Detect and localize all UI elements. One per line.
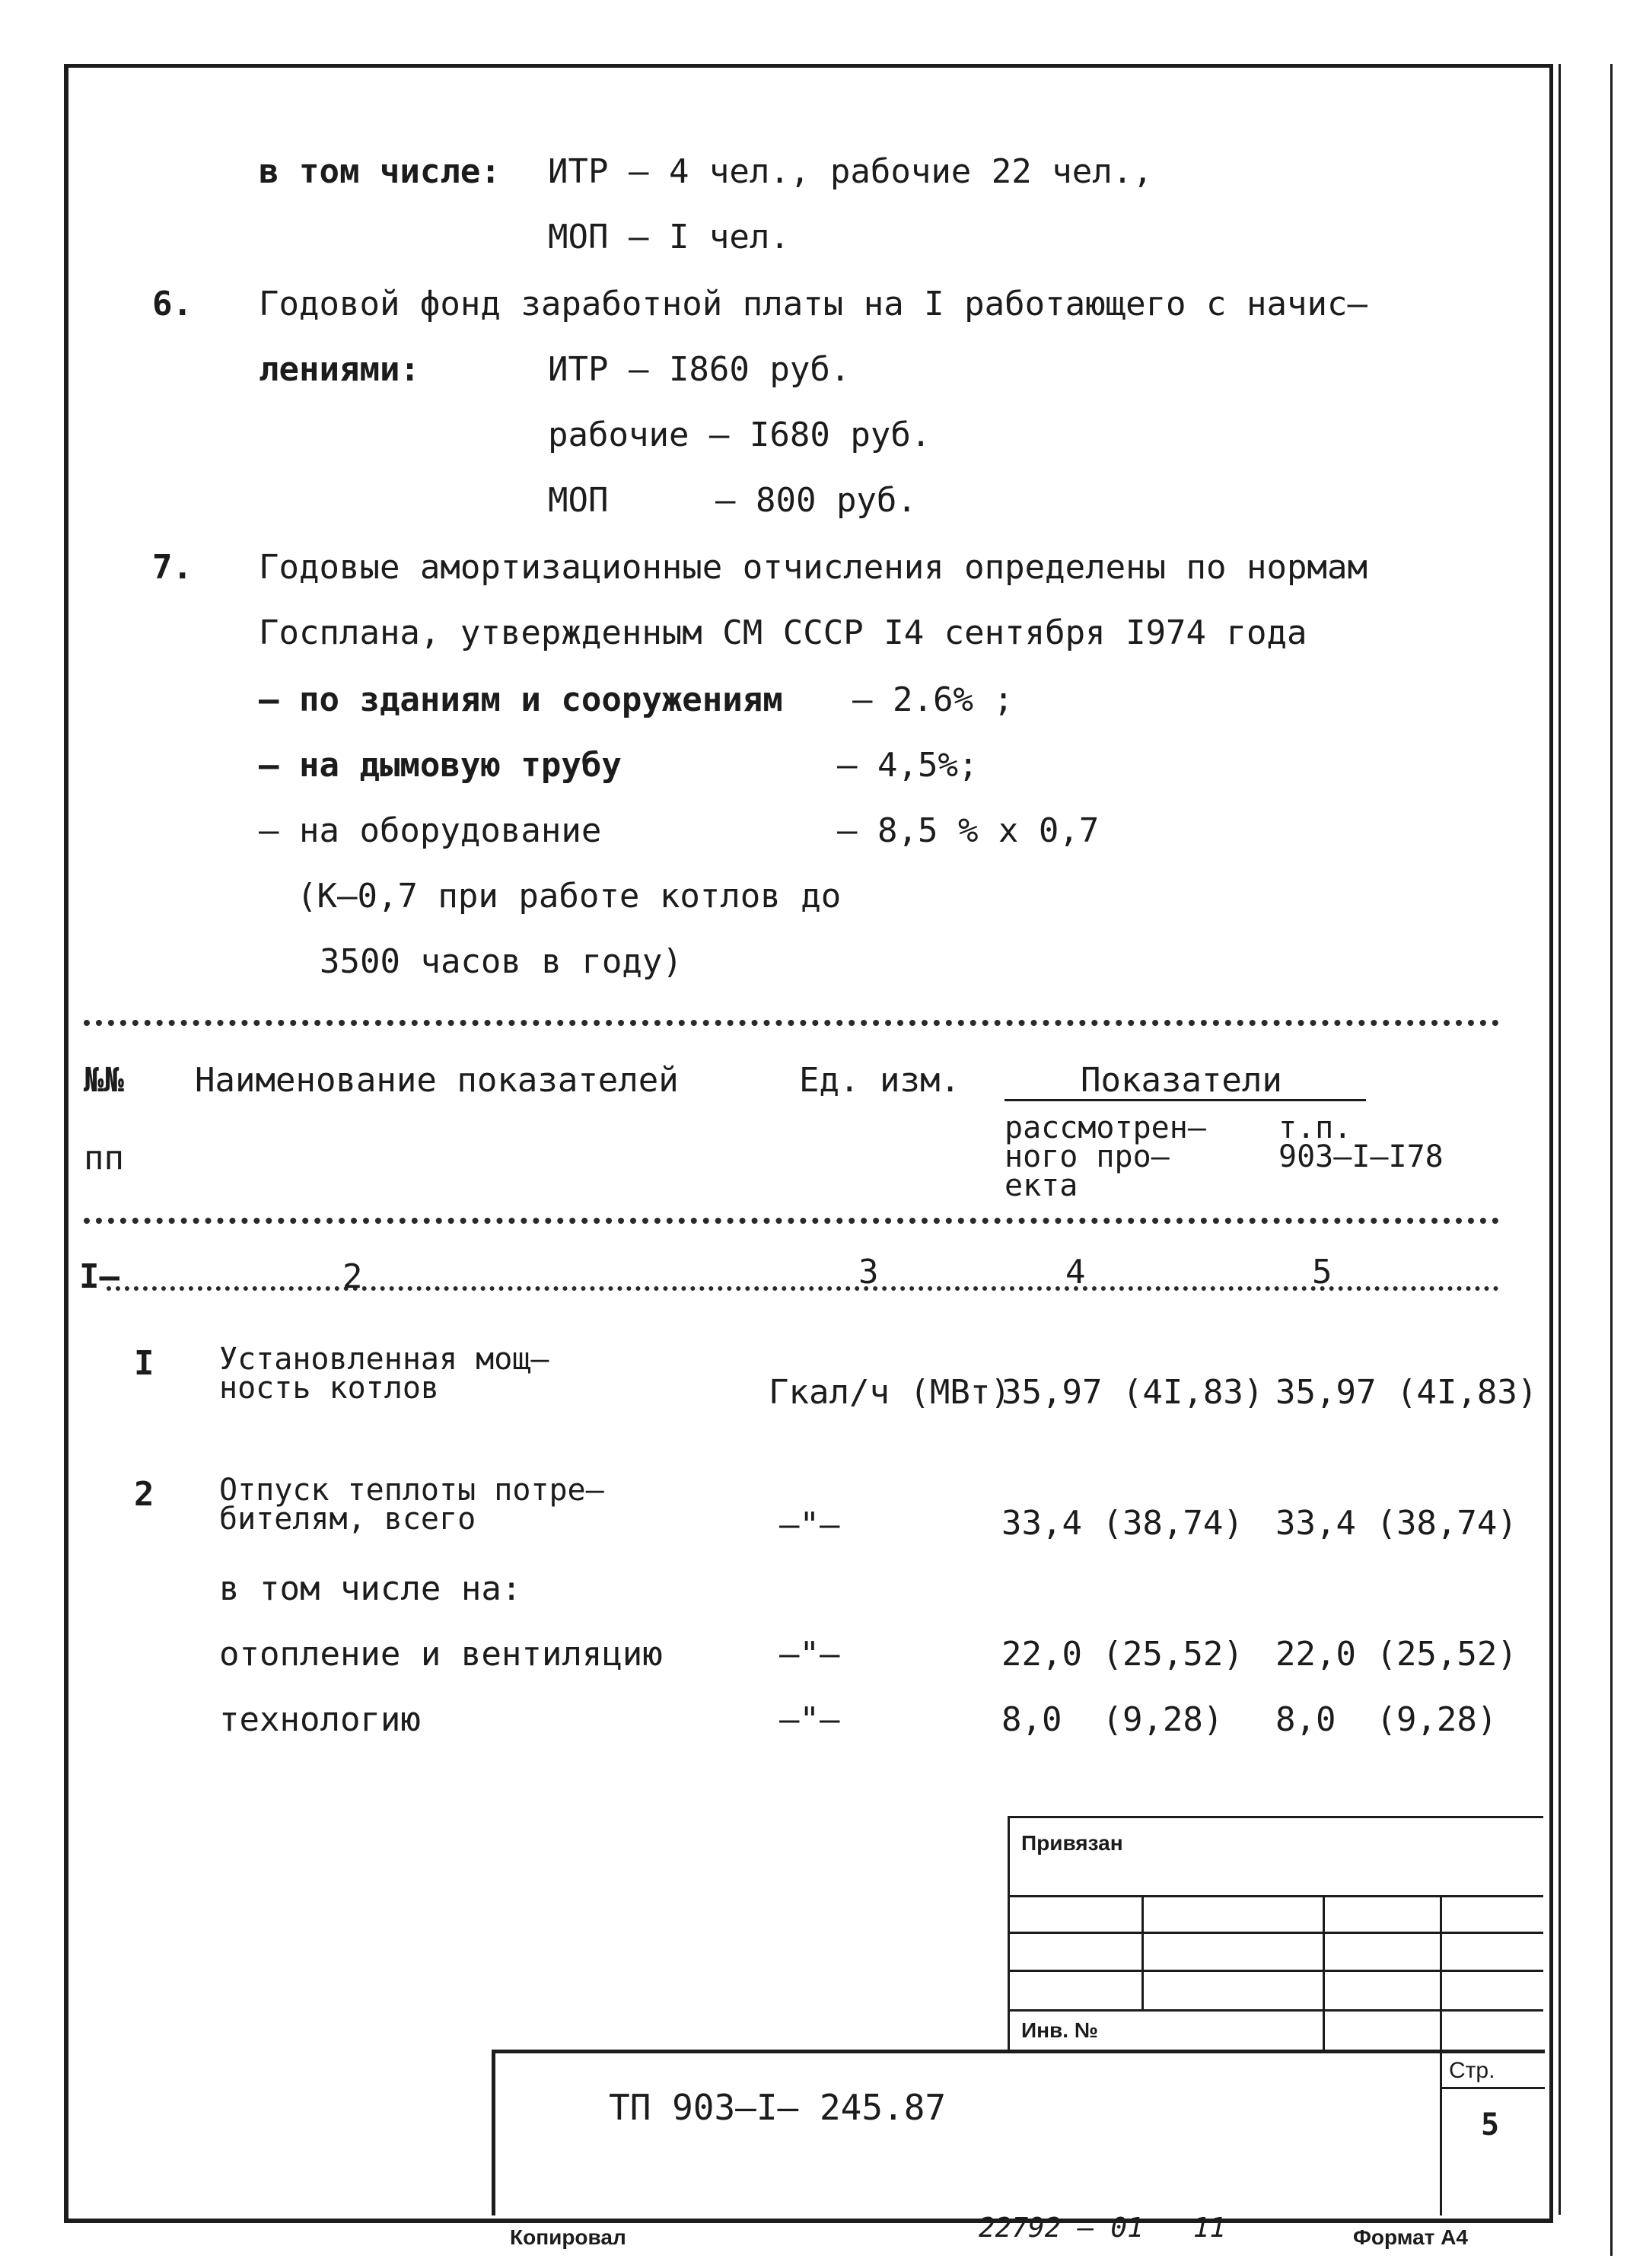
stamp-grid-line <box>1008 2009 1543 2012</box>
stamp-grid-line <box>1008 1932 1543 1934</box>
row-unit: –"– <box>779 1505 840 1544</box>
subrow-unit: –"– <box>779 1700 840 1739</box>
right-border-line <box>1559 64 1561 2215</box>
header-num-2: пп <box>84 1139 124 1177</box>
outer-border-line <box>1610 64 1613 2256</box>
item-7-row-label: – на дымовую трубу <box>259 746 622 785</box>
column-number: 3 <box>858 1253 879 1292</box>
table-header-rule <box>84 1218 1499 1224</box>
row-name-line-1: Установленная мощ– <box>219 1342 549 1377</box>
header-name: Наименование показателей <box>195 1061 679 1100</box>
column-number: I– <box>79 1257 119 1296</box>
stamp-left-line <box>1008 1816 1010 2052</box>
row-value-typical: 33,4 (38,74) <box>1275 1504 1517 1543</box>
table-top-rule <box>84 1020 1499 1026</box>
header-col4-line-2: ного про– <box>1005 1139 1170 1174</box>
stamp-grid-col <box>1141 1895 1144 2009</box>
row-name-line-2: бителям, всего <box>219 1502 476 1537</box>
column-number-rule <box>107 1286 1499 1291</box>
header-col4-line-1: рассмотрен– <box>1005 1110 1206 1145</box>
row-value-project: 35,97 (4I,83) <box>1001 1373 1264 1412</box>
subrow-name: технологию <box>219 1700 421 1739</box>
intro-label: в том числе: <box>259 152 501 191</box>
document-code: ТП 903–I– 245.87 <box>609 2087 947 2128</box>
item-6-lead: лениями: <box>259 350 420 389</box>
column-number: 5 <box>1312 1253 1332 1292</box>
page-label: Стр. <box>1449 2058 1495 2083</box>
item-7-line-1: Годовые амортизационные отчисления определены по нормам <box>259 548 1368 587</box>
row-number: I <box>134 1344 154 1383</box>
titleblock-top-line <box>492 2050 1545 2053</box>
item-6-itr: ИТР – I860 руб. <box>548 350 851 389</box>
column-number: 2 <box>342 1257 363 1296</box>
row-name-line-1: Отпуск теплоты потре– <box>219 1473 604 1508</box>
titleblock-left-line <box>492 2050 495 2215</box>
footer-format: Формат А4 <box>1353 2225 1468 2249</box>
header-indicators: Показатели <box>1005 1064 1366 1101</box>
column-number: 4 <box>1065 1253 1086 1292</box>
subrow-value-typical: 8,0 (9,28) <box>1275 1700 1498 1739</box>
row-name-line-2: ность котлов <box>219 1371 439 1406</box>
item-6-mop-label: МОП <box>548 481 609 520</box>
stamp-grid-line <box>1008 1970 1543 1972</box>
item-7-number: 7. <box>152 548 193 587</box>
titleblock-page-line <box>1440 2087 1545 2089</box>
subrow-value-project: 22,0 (25,52) <box>1001 1635 1243 1674</box>
titleblock-page-divider <box>1440 2050 1442 2215</box>
row-unit: Гкал/ч (МВт) <box>769 1373 1011 1412</box>
stamp-top-line <box>1008 1816 1543 1818</box>
stamp-privyazan: Привязан <box>1021 1831 1123 1855</box>
stamp-grid-line <box>1008 1895 1543 1897</box>
item-7-row-value: – 8,5 % х 0,7 <box>837 811 1100 850</box>
item-7-row-label: – на оборудование <box>259 811 602 850</box>
page-number: 5 <box>1481 2107 1500 2142</box>
stamp-inv: Инв. № <box>1021 2018 1099 2042</box>
header-col5-line-1: т.п. <box>1278 1110 1352 1145</box>
subrow-unit: –"– <box>779 1635 840 1674</box>
header-col4-line-3: екта <box>1005 1168 1078 1203</box>
subrow-value-typical: 22,0 (25,52) <box>1275 1635 1517 1674</box>
footer-number: 22792 – 01 11 <box>979 2212 1227 2244</box>
item-6-number: 6. <box>152 285 193 323</box>
item-7-row-label: – по зданиям и сооружениям <box>259 680 783 719</box>
item-6-line-1: Годовой фонд заработной платы на I работающего с начис– <box>259 285 1368 323</box>
stamp-grid-col <box>1323 1895 1325 2052</box>
row-value-project: 33,4 (38,74) <box>1001 1504 1243 1543</box>
row-value-typical: 35,97 (4I,83) <box>1275 1373 1538 1412</box>
header-unit: Ед. изм. <box>799 1061 960 1100</box>
item-7-note-2: 3500 часов в году) <box>320 942 683 981</box>
footer-copied: Копировал <box>510 2225 626 2249</box>
item-6-workers: рабочие – I680 руб. <box>548 416 931 454</box>
item-7-line-2: Госплана, утвержденным СМ СССР I4 сентября I974 года <box>259 613 1307 652</box>
item-7-row-value: – 2.6% ; <box>852 680 1014 719</box>
header-num-1: №№ <box>84 1061 124 1100</box>
item-6-mop-value: – 800 руб. <box>715 481 917 520</box>
header-col5-line-2: 903–I–I78 <box>1278 1139 1444 1174</box>
item-7-row-value: – 4,5%; <box>837 746 979 785</box>
stamp-grid-col <box>1440 1895 1442 2052</box>
row-number: 2 <box>134 1475 154 1514</box>
subrow-value-project: 8,0 (9,28) <box>1001 1700 1224 1739</box>
intro-line-2: МОП – I чел. <box>548 218 790 256</box>
subrow-name: отопление и вентиляцию <box>219 1635 663 1674</box>
intro-line-1: ИТР – 4 чел., рабочие 22 чел., <box>548 152 1153 191</box>
subrows-label: в том числе на: <box>219 1569 522 1608</box>
item-7-note-1: (К–0,7 при работе котлов до <box>297 877 842 916</box>
